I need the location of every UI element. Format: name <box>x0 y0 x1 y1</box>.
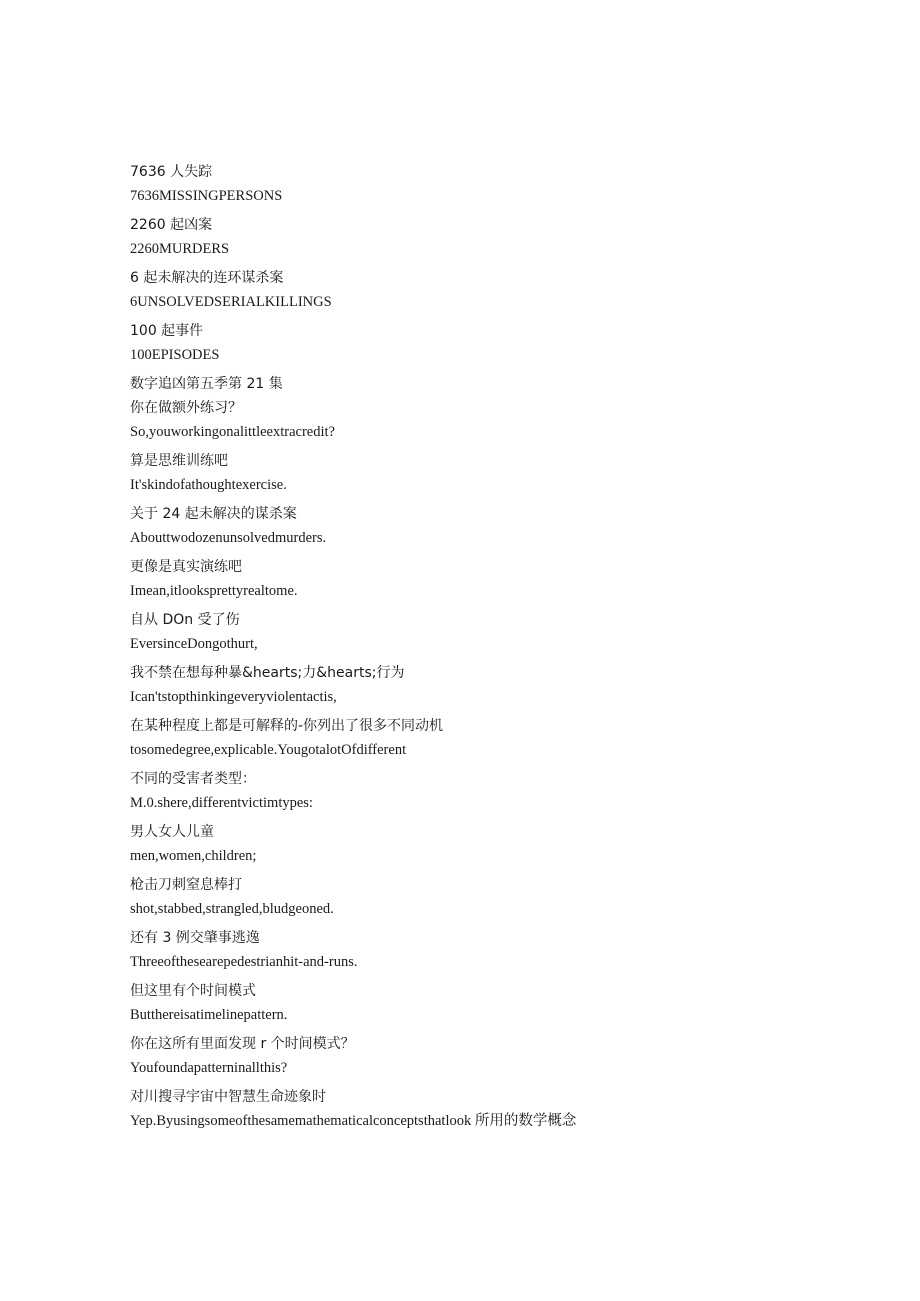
text-line: 6 起未解决的连环谋杀案 <box>130 270 284 286</box>
text-line: 不同的受害者类型： <box>130 771 256 787</box>
text-line: shot,stabbed,strangled,bludgeoned. <box>130 901 334 917</box>
text-line: 算是思维训练吧 <box>130 453 228 469</box>
document-body <box>130 160 830 1133</box>
text-line: 关于 24 起未解决的谋杀案 <box>130 506 297 522</box>
text-line: 自从 DOn 受了伤 <box>130 612 240 628</box>
text-line: Youfoundapatterninallthis? <box>130 1060 288 1076</box>
text-line: 100EPISODES <box>130 347 220 363</box>
text-line: 但这里有个时间模式 <box>130 983 256 999</box>
text-line: 数字追凶第五季第 21 集 <box>130 376 283 392</box>
text-line: Imean,itlooksprettyrealtome. <box>130 583 298 599</box>
text-line: 你在这所有里面发现 r 个时间模式？ <box>130 1036 355 1052</box>
text-line: 7636MISSINGPERSONS <box>130 188 283 204</box>
text-line: 枪击刀刺窒息棒打 <box>130 877 242 893</box>
text-line: men,women,children; <box>130 848 257 864</box>
text-line: 100 起事件 <box>130 323 204 339</box>
text-line: tosomedegree,explicable.YougotalotOfdifferent <box>130 742 407 758</box>
text-line: 6UNSOLVEDSERIALKILLINGS <box>130 294 332 310</box>
text-line: It'skindofathoughtexercise. <box>130 477 287 493</box>
text-line: 2260MURDERS <box>130 241 230 257</box>
text-line: 还有 3 例交肇事逃逸 <box>130 930 260 946</box>
text-line: 2260 起凶案 <box>130 217 213 233</box>
text-line: M.0.shere,differentvictimtypes: <box>130 795 313 811</box>
text-line: Threeofthesearepedestrianhit-and-runs. <box>130 954 358 970</box>
text-line: 在某种程度上都是可解释的-你列出了很多不同动机 <box>130 718 444 734</box>
text-line: 更像是真实演练吧 <box>130 559 242 575</box>
text-line: Yep.Byusingsomeofthesamemathematicalconceptsthatlook 所用的数学概念 <box>130 1113 577 1129</box>
text-line: 7636 人失踪 <box>130 164 213 180</box>
text-line: EversinceDongothurt, <box>130 636 258 652</box>
text-line: 你在做额外练习？ <box>130 400 242 416</box>
text-line: 我不禁在想每种暴&hearts;力&hearts;行为 <box>130 665 405 681</box>
text-line: So,youworkingonalittleextracredit? <box>130 424 335 440</box>
text-line: Butthereisatimelinepattern. <box>130 1007 288 1023</box>
text-line: 男人女人儿童 <box>130 824 214 840</box>
text-line: 对川搜寻宇宙中智慧生命迹象时 <box>130 1089 326 1105</box>
text-line: Abouttwodozenunsolvedmurders. <box>130 530 327 546</box>
text-line: Ican'tstopthinkingeveryviolentactis, <box>130 689 337 705</box>
